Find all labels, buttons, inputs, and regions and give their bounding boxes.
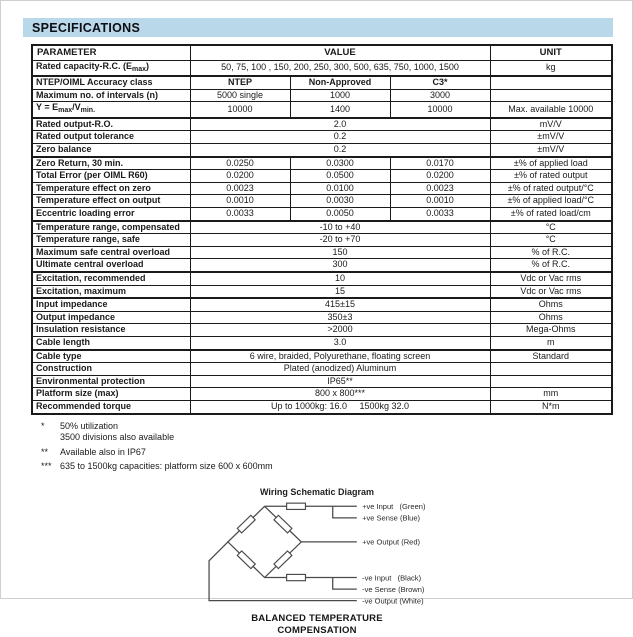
footnote-marker: *** — [41, 461, 52, 472]
unit-cell: ±% of applied load/°C — [490, 195, 612, 208]
table-row — [32, 272, 612, 285]
parameter-cell: $Y = E_{max}/V_{min.}$ — [32, 102, 190, 118]
parameter-cell: Platform size (max) — [32, 388, 190, 401]
column-header-value: VALUE — [190, 45, 490, 60]
value-cell: 0.0100 — [290, 182, 390, 195]
value-cell: 350±3 — [190, 311, 490, 324]
table-row — [32, 170, 612, 183]
parameter-cell: Output impedance — [32, 311, 190, 324]
value-cell: 10000 — [390, 102, 490, 118]
value-cell: IP65** — [190, 375, 490, 388]
parameter-cell: Excitation, maximum — [32, 285, 190, 298]
value-cell: 300 — [190, 259, 490, 272]
parameter-cell: Input impedance — [32, 298, 190, 311]
table-row — [32, 76, 612, 89]
footnote — [41, 421, 611, 444]
value-cell: 0.0170 — [390, 157, 490, 170]
value-cell: Non-Approved — [290, 76, 390, 89]
unit-cell — [490, 375, 612, 388]
unit-cell: Vdc or Vac rms — [490, 285, 612, 298]
unit-cell — [490, 76, 612, 89]
unit-cell — [490, 363, 612, 376]
diagram-title: Wiring Schematic Diagram — [260, 486, 374, 497]
parameter-cell: Rated output-R.O. — [32, 118, 190, 131]
resistor-icon — [287, 503, 306, 509]
resistor-icon — [274, 550, 292, 568]
footnote-text: Available also in IP67 — [60, 446, 146, 457]
table-row — [32, 363, 612, 376]
parameter-cell: Excitation, recommended — [32, 272, 190, 285]
unit-cell: % of R.C. — [490, 246, 612, 259]
wire-label-pos-output: +ve Output (Red) — [362, 537, 421, 547]
neg-output-wire — [209, 541, 357, 600]
value-cell: 0.0200 — [390, 170, 490, 183]
value-cell: 10000 — [190, 102, 290, 118]
unit-cell: Standard — [490, 350, 612, 363]
bridge-diamond — [228, 506, 301, 577]
value-cell: >2000 — [190, 324, 490, 337]
value-cell: 0.0030 — [290, 195, 390, 208]
unit-cell: Ohms — [490, 311, 612, 324]
resistor-icon — [274, 515, 292, 533]
unit-cell: ±% of rated output/°C — [490, 182, 612, 195]
parameter-cell: Rated capacity-R.C. $(E_{max})$ — [32, 60, 190, 76]
table-row — [32, 234, 612, 247]
table-row — [32, 118, 612, 131]
table-row — [32, 298, 612, 311]
unit-cell: ±% of rated load/cm — [490, 208, 612, 221]
value-cell: 3000 — [390, 89, 490, 102]
resistor-icon — [237, 515, 255, 533]
parameter-cell: Rated output tolerance — [32, 131, 190, 144]
parameter-cell: Zero Return, 30 min. — [32, 157, 190, 170]
parameter-cell: Environmental protection — [32, 375, 190, 388]
value-cell: 5000 single — [190, 89, 290, 102]
parameter-cell: Ultimate central overload — [32, 259, 190, 272]
value-cell: 1400 — [290, 102, 390, 118]
value-cell: 0.0010 — [190, 195, 290, 208]
value-cell: 0.0200 — [190, 170, 290, 183]
table-row — [32, 89, 612, 102]
parameter-cell: Total Error (per OIML R60) — [32, 170, 190, 183]
section-title-band — [23, 18, 613, 37]
value-cell: -10 to +40 — [190, 221, 490, 234]
unit-cell: Vdc or Vac rms — [490, 272, 612, 285]
wire-label-pos-sense: +ve Sense (Blue) — [362, 513, 421, 523]
value-cell: 0.0250 — [190, 157, 290, 170]
pos-sense-wire — [333, 506, 357, 518]
specifications-table — [31, 44, 613, 415]
parameter-cell: Temperature range, compensated — [32, 221, 190, 234]
value-cell: 0.2 — [190, 131, 490, 144]
value-cell: C3* — [390, 76, 490, 89]
wire-label-neg-output: -ve Output (White) — [362, 595, 424, 605]
value-cell: 0.2 — [190, 144, 490, 157]
wire-label-pos-input: +ve Input (Green) — [362, 501, 426, 511]
footnote-text: 50% utilization 3500 divisions also available — [60, 420, 175, 443]
table-row — [32, 182, 612, 195]
table-row — [32, 285, 612, 298]
unit-cell — [490, 89, 612, 102]
parameter-cell: Temperature range, safe — [32, 234, 190, 247]
footnote-text: 635 to 1500kg capacities: platform size 600 x 600mm — [60, 461, 273, 472]
parameter-cell: Zero balance — [32, 144, 190, 157]
parameter-cell: Temperature effect on output — [32, 195, 190, 208]
unit-cell: ±mV/V — [490, 144, 612, 157]
table-row — [32, 208, 612, 221]
column-header-parameter: PARAMETER — [32, 45, 190, 60]
diagram-caption-line1: BALANCED TEMPERATURE — [251, 612, 383, 624]
unit-cell: ±mV/V — [490, 131, 612, 144]
value-cell: NTEP — [190, 76, 290, 89]
footnote-marker: * — [41, 420, 45, 431]
value-cell: 800 x 800*** — [190, 388, 490, 401]
footnote-marker: ** — [41, 446, 49, 457]
table-row — [32, 324, 612, 337]
value-cell: -20 to +70 — [190, 234, 490, 247]
value-cell: 50, 75, 100 , 150, 200, 250, 300, 500, 635, 750, 1000, 1500 — [190, 60, 490, 76]
unit-cell: N*m — [490, 400, 612, 413]
wheatstone-bridge-schematic — [186, 500, 448, 609]
table-row — [32, 102, 612, 118]
value-cell: 150 — [190, 246, 490, 259]
parameter-cell: Insulation resistance — [32, 324, 190, 337]
value-cell: 415±15 — [190, 298, 490, 311]
unit-cell: Max. available 10000 — [490, 102, 612, 118]
footnote — [41, 461, 611, 473]
wire-label-neg-input: -ve Input (Black) — [362, 572, 422, 582]
table-row — [32, 388, 612, 401]
value-cell: 2.0 — [190, 118, 490, 131]
unit-cell: °C — [490, 221, 612, 234]
table-row — [32, 336, 612, 349]
value-cell: 0.0033 — [190, 208, 290, 221]
table-row — [32, 131, 612, 144]
section-title: SPECIFICATIONS — [32, 20, 141, 35]
parameter-cell: Recommended torque — [32, 400, 190, 413]
parameter-cell: Maximum no. of intervals (n) — [32, 89, 190, 102]
unit-cell: kg — [490, 60, 612, 76]
footnote — [41, 447, 611, 459]
table-row — [32, 157, 612, 170]
value-cell: 3.0 — [190, 336, 490, 349]
table-row — [32, 144, 612, 157]
value-cell: 6 wire, braided, Polyurethane, floating screen — [190, 350, 490, 363]
value-cell: 0.0023 — [390, 182, 490, 195]
column-header-unit: UNIT — [490, 45, 612, 60]
parameter-cell: Temperature effect on zero — [32, 182, 190, 195]
unit-cell: ±% of applied load — [490, 157, 612, 170]
table-row — [32, 400, 612, 413]
unit-cell: m — [490, 336, 612, 349]
table-header-row — [32, 45, 612, 60]
table-row — [32, 375, 612, 388]
table-row — [32, 60, 612, 76]
diagram-caption-line2: COMPENSATION — [277, 624, 357, 636]
value-cell: 0.0050 — [290, 208, 390, 221]
value-cell: 15 — [190, 285, 490, 298]
table-row — [32, 221, 612, 234]
value-cell: 1000 — [290, 89, 390, 102]
neg-sense-wire — [333, 577, 357, 589]
unit-cell: % of R.C. — [490, 259, 612, 272]
value-cell: 0.0033 — [390, 208, 490, 221]
resistor-icon — [237, 550, 255, 568]
wiring-diagram-section — [167, 487, 467, 637]
parameter-cell: NTEP/OIML Accuracy class — [32, 76, 190, 89]
table-row — [32, 195, 612, 208]
value-cell: 0.0010 — [390, 195, 490, 208]
parameter-cell: Cable length — [32, 336, 190, 349]
diagram-caption — [167, 613, 467, 637]
unit-cell: Ohms — [490, 298, 612, 311]
table-row — [32, 259, 612, 272]
value-cell: 0.0023 — [190, 182, 290, 195]
parameter-cell: Construction — [32, 363, 190, 376]
parameter-cell: Cable type — [32, 350, 190, 363]
value-cell: 0.0300 — [290, 157, 390, 170]
table-row — [32, 246, 612, 259]
unit-cell: mm — [490, 388, 612, 401]
unit-cell: ±% of rated output — [490, 170, 612, 183]
wire-label-neg-sense: -ve Sense (Brown) — [362, 584, 425, 594]
parameter-cell: Maximum safe central overload — [32, 246, 190, 259]
value-cell: 0.0500 — [290, 170, 390, 183]
resistor-icon — [287, 574, 306, 580]
unit-cell: mV/V — [490, 118, 612, 131]
table-row — [32, 311, 612, 324]
value-cell: 10 — [190, 272, 490, 285]
unit-cell: Mega-Ohms — [490, 324, 612, 337]
parameter-cell: Eccentric loading error — [32, 208, 190, 221]
unit-cell: °C — [490, 234, 612, 247]
value-cell: Up to 1000kg: 16.0 1500kg 32.0 — [190, 400, 490, 413]
footnotes — [41, 421, 611, 473]
table-row — [32, 350, 612, 363]
value-cell: Plated (anodized) Aluminum — [190, 363, 490, 376]
